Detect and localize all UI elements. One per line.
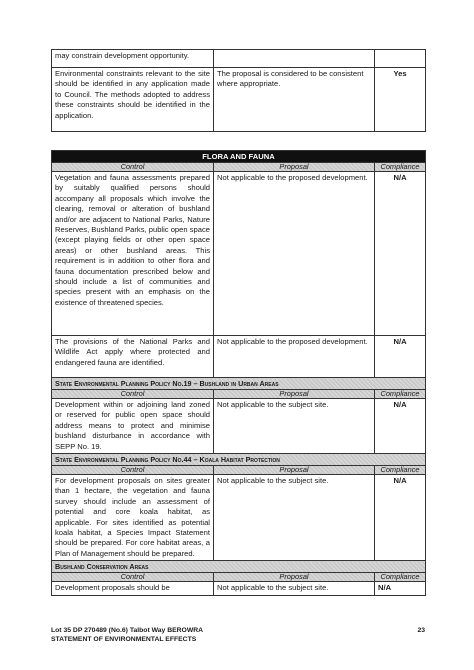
column-header-control: Control [52, 390, 214, 399]
column-header-proposal: Proposal [214, 163, 375, 172]
top-constraints-table [51, 49, 426, 132]
footer-address: Lot 35 DP 270489 (No.6) Talbot Way BEROWRA [51, 627, 204, 634]
column-header-compliance: Compliance [375, 466, 426, 475]
page-number: 23 [417, 627, 425, 634]
section-title-bushland-conservation: Bushland Conservation Areas [52, 561, 426, 573]
table-cell-control: The provisions of the National Parks and Wildlife Act apply where protected and endangered fauna are identified. [52, 336, 214, 378]
section-title-sepp44: State Environmental Planning Policy No.44 – Koala Habitat Protection [52, 454, 426, 466]
column-header-proposal: Proposal [214, 573, 375, 582]
table-cell-compliance: Yes [375, 68, 426, 132]
table-cell-compliance: N/A [375, 172, 426, 336]
table-cell-compliance: N/A [375, 399, 426, 454]
table-cell-proposal: Not applicable to the proposed development. [214, 172, 375, 336]
footer-document-title: STATEMENT OF ENVIRONMENTAL EFFECTS [51, 636, 197, 643]
column-header-compliance: Compliance [375, 163, 426, 172]
table-cell-compliance: N/A [375, 582, 426, 595]
table-cell-control: Development within or adjoining land zoned or reserved for public open space should address means to protect and minimise bushland disturbance in accordance with SEPP No. 19. [52, 399, 214, 454]
table-cell-control: may constrain development opportunity. [52, 50, 214, 68]
column-header-proposal: Proposal [214, 390, 375, 399]
table-cell-compliance: N/A [375, 336, 426, 378]
column-header-control: Control [52, 573, 214, 582]
table-cell-proposal: Not applicable to the subject site. [214, 399, 375, 454]
table-cell-proposal: Not applicable to the subject site. [214, 475, 375, 561]
table-cell-compliance: N/A [375, 475, 426, 561]
table-cell-control: Environmental constraints relevant to the site should be identified in any application made to Council. The methods adopted to address these constraints should be identified in the application. [52, 68, 214, 132]
table-cell-proposal: Not applicable to the subject site. [214, 582, 375, 595]
column-header-proposal: Proposal [214, 466, 375, 475]
table-cell-proposal [214, 50, 375, 68]
table-cell-control: Development proposals should be [52, 582, 214, 595]
flora-fauna-table [51, 150, 426, 596]
column-header-control: Control [52, 466, 214, 475]
table-cell-proposal: The proposal is considered to be consistent where appropriate. [214, 68, 375, 132]
page-footer [51, 626, 425, 644]
column-header-compliance: Compliance [375, 573, 426, 582]
table-cell-proposal: Not applicable to the proposed development. [214, 336, 375, 378]
section-title-sepp19: State Environmental Planning Policy No.19 – Bushland in Urban Areas [52, 378, 426, 390]
table-cell-compliance [375, 50, 426, 68]
table-cell-control: For development proposals on sites greater than 1 hectare, the vegetation and fauna survey should include an assessment of potential and core koala habitat, as applicable. For sites identified as potential koala habitat, a Species Impact Statement should be prepared. For core habitat areas, a Plan of Management should be prepared. [52, 475, 214, 561]
table-cell-control: Vegetation and fauna assessments prepared by suitably qualified persons should accompany all proposals which involve the clearing, removal or alteration of bushland and/or are adjacent to National Parks, Nature Reserves, Bushland Parks, public open space (except playing fields or other open space areas) or other bushland areas. This requirement is in addition to other flora and fauna documentation prescribed below and should include a list of communities and species present with an emphasis on the existence of threatened species. [52, 172, 214, 336]
section-title-flora-fauna: FLORA AND FAUNA [52, 151, 426, 163]
column-header-control: Control [52, 163, 214, 172]
column-header-compliance: Compliance [375, 390, 426, 399]
